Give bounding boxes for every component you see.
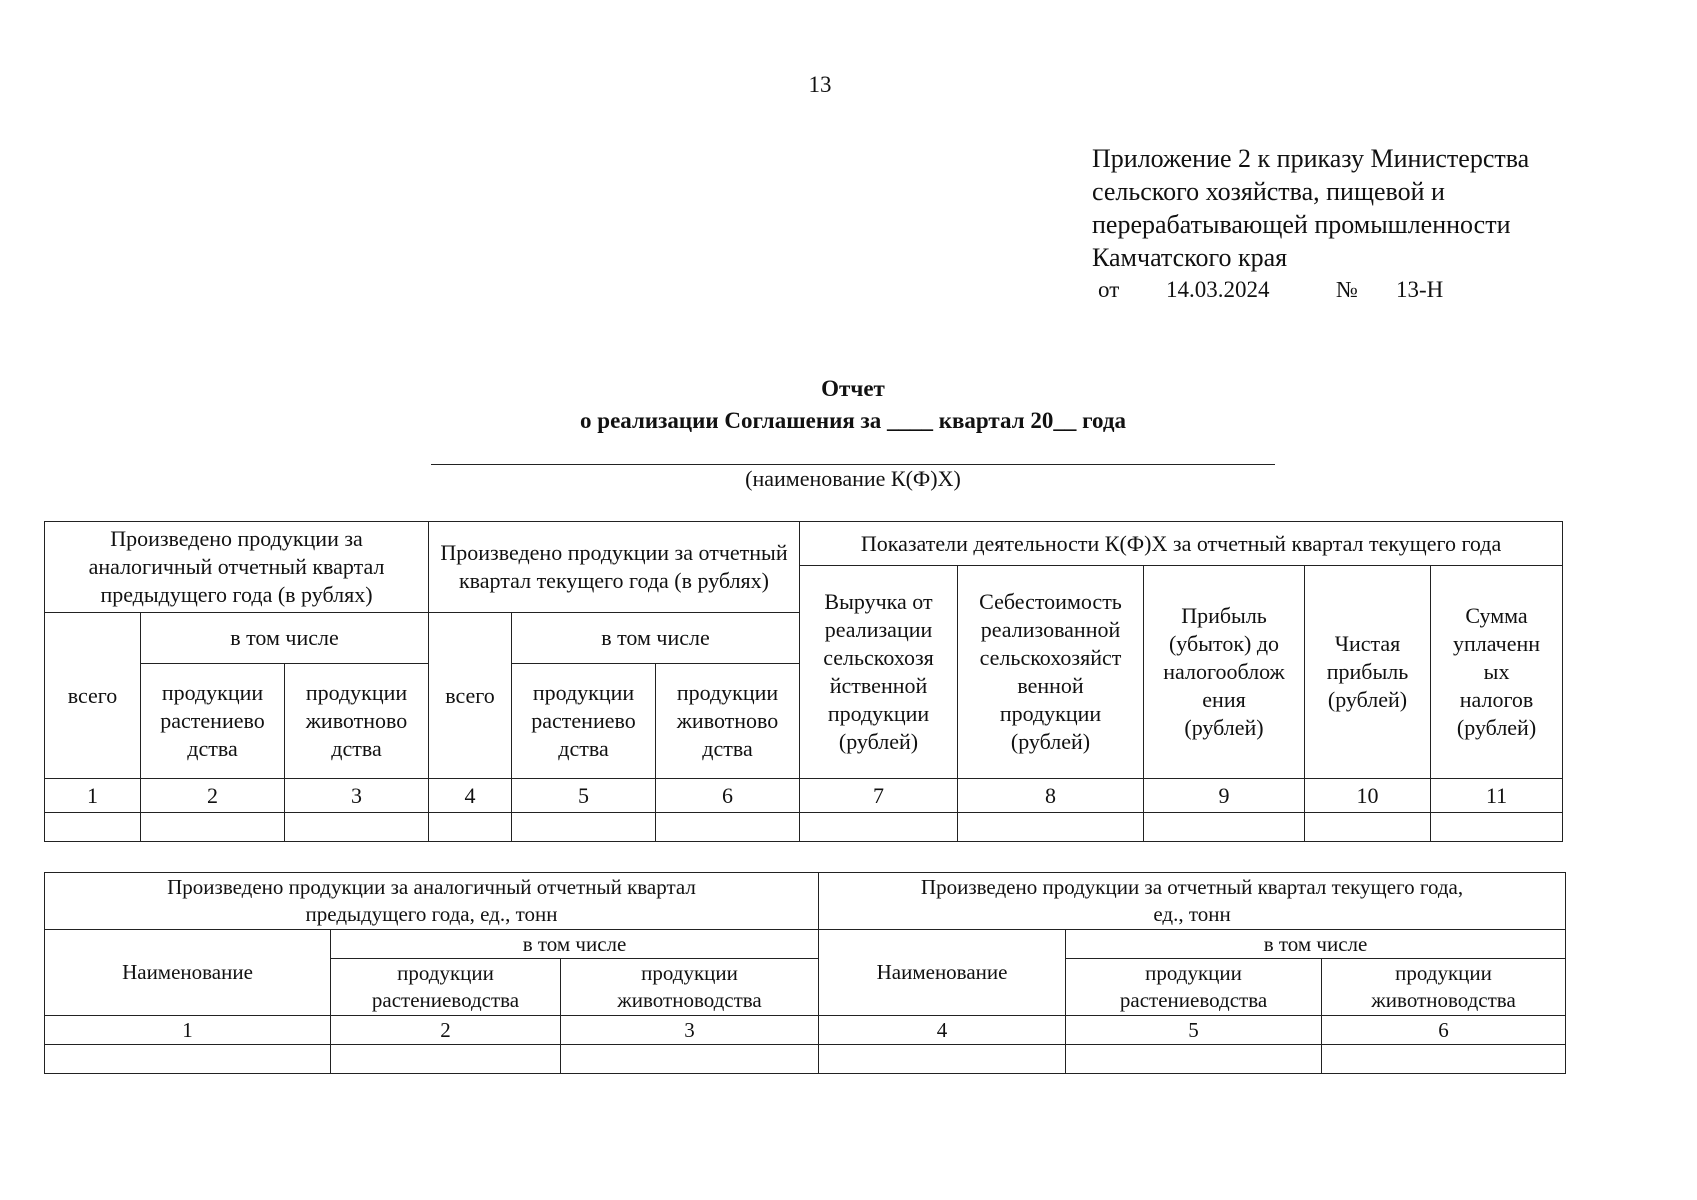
empty-cell[interactable]	[1431, 813, 1563, 842]
crop-header: продукции растениево дства	[141, 664, 285, 779]
empty-cell[interactable]	[1305, 813, 1431, 842]
column-number: 6	[1322, 1016, 1566, 1045]
appendix-line: Приложение 2 к приказу Министерства	[1092, 144, 1530, 173]
title-line-1: Отчет	[821, 376, 885, 401]
money-report-table	[44, 521, 1563, 842]
volume-report-table	[44, 872, 1566, 1074]
empty-cell[interactable]	[1066, 1045, 1322, 1074]
column-number: 8	[958, 779, 1144, 813]
including-header: в том числе	[1066, 930, 1566, 959]
data-row	[45, 1045, 1566, 1074]
column-number: 1	[45, 779, 141, 813]
column-number: 6	[656, 779, 800, 813]
order-date: 14.03.2024	[1166, 277, 1270, 302]
crop-header: продукции растениеводства	[331, 959, 561, 1016]
prev-year-header: Произведено продукции за аналогичный отчетный квартал предыдущего года (в рублях)	[45, 522, 429, 613]
livestock-header: продукции животноводства	[1322, 959, 1566, 1016]
column-number-row	[45, 1016, 1566, 1045]
column-number: 5	[512, 779, 656, 813]
empty-cell[interactable]	[1322, 1045, 1566, 1074]
appendix-line: перерабатывающей промышленности	[1092, 210, 1511, 239]
total-header: всего	[45, 613, 141, 779]
column-number: 2	[141, 779, 285, 813]
curr-year-header: Произведено продукции за отчетный квартал текущего года, ед., тонн	[819, 873, 1566, 930]
total-header: всего	[429, 613, 512, 779]
data-row	[45, 813, 1563, 842]
name-header: Наименование	[45, 930, 331, 1016]
taxes-paid-header: Сумма уплаченн ых налогов (рублей)	[1431, 566, 1563, 779]
number-label: №	[1336, 277, 1358, 302]
order-number: 13-Н	[1396, 277, 1444, 302]
including-header: в том числе	[331, 930, 819, 959]
column-number: 10	[1305, 779, 1431, 813]
including-header: в том числе	[141, 613, 429, 664]
appendix-line: сельского хозяйства, пищевой и	[1092, 177, 1445, 206]
page-number: 13	[808, 72, 832, 97]
from-label: от	[1098, 277, 1120, 302]
empty-cell[interactable]	[285, 813, 429, 842]
appendix-line: Камчатского края	[1092, 243, 1288, 272]
column-number: 3	[561, 1016, 819, 1045]
column-number: 5	[1066, 1016, 1322, 1045]
cost-header: Себестоимость реализованной сельскохозяйст венной продукции (рублей)	[958, 566, 1144, 779]
farm-name-line	[431, 464, 1275, 465]
empty-cell[interactable]	[656, 813, 800, 842]
empty-cell[interactable]	[561, 1045, 819, 1074]
indicators-header: Показатели деятельности К(Ф)Х за отчетный квартал текущего года	[800, 522, 1563, 566]
profit-before-tax-header: Прибыль (убыток) до налогооблож ения (рублей)	[1144, 566, 1305, 779]
column-number: 3	[285, 779, 429, 813]
empty-cell[interactable]	[819, 1045, 1066, 1074]
net-profit-header: Чистая прибыль (рублей)	[1305, 566, 1431, 779]
crop-header: продукции растениеводства	[1066, 959, 1322, 1016]
column-number: 7	[800, 779, 958, 813]
name-header: Наименование	[819, 930, 1066, 1016]
empty-cell[interactable]	[1144, 813, 1305, 842]
including-header: в том числе	[512, 613, 800, 664]
empty-cell[interactable]	[331, 1045, 561, 1074]
empty-cell[interactable]	[45, 1045, 331, 1074]
empty-cell[interactable]	[512, 813, 656, 842]
column-number: 11	[1431, 779, 1563, 813]
livestock-header: продукции животново дства	[285, 664, 429, 779]
column-number: 2	[331, 1016, 561, 1045]
appendix-meta	[1098, 277, 1443, 303]
report-title	[0, 373, 1697, 437]
farm-name-caption: (наименование К(Ф)Х)	[745, 466, 961, 491]
empty-cell[interactable]	[958, 813, 1144, 842]
prev-year-header: Произведено продукции за аналогичный отчетный квартал предыдущего года, ед., тонн	[45, 873, 819, 930]
column-number: 1	[45, 1016, 331, 1045]
column-number: 9	[1144, 779, 1305, 813]
column-number-row	[45, 779, 1563, 813]
column-number: 4	[819, 1016, 1066, 1045]
empty-cell[interactable]	[800, 813, 958, 842]
livestock-header: продукции животноводства	[561, 959, 819, 1016]
appendix-block	[1092, 142, 1529, 274]
empty-cell[interactable]	[45, 813, 141, 842]
empty-cell[interactable]	[429, 813, 512, 842]
crop-header: продукции растениево дства	[512, 664, 656, 779]
curr-year-header: Произведено продукции за отчетный квартал текущего года (в рублях)	[429, 522, 800, 613]
title-line-2: о реализации Соглашения за ____ квартал 20__ года	[580, 408, 1126, 433]
livestock-header: продукции животново дства	[656, 664, 800, 779]
column-number: 4	[429, 779, 512, 813]
empty-cell[interactable]	[141, 813, 285, 842]
revenue-header: Выручка от реализации сельскохозя йственной продукции (рублей)	[800, 566, 958, 779]
